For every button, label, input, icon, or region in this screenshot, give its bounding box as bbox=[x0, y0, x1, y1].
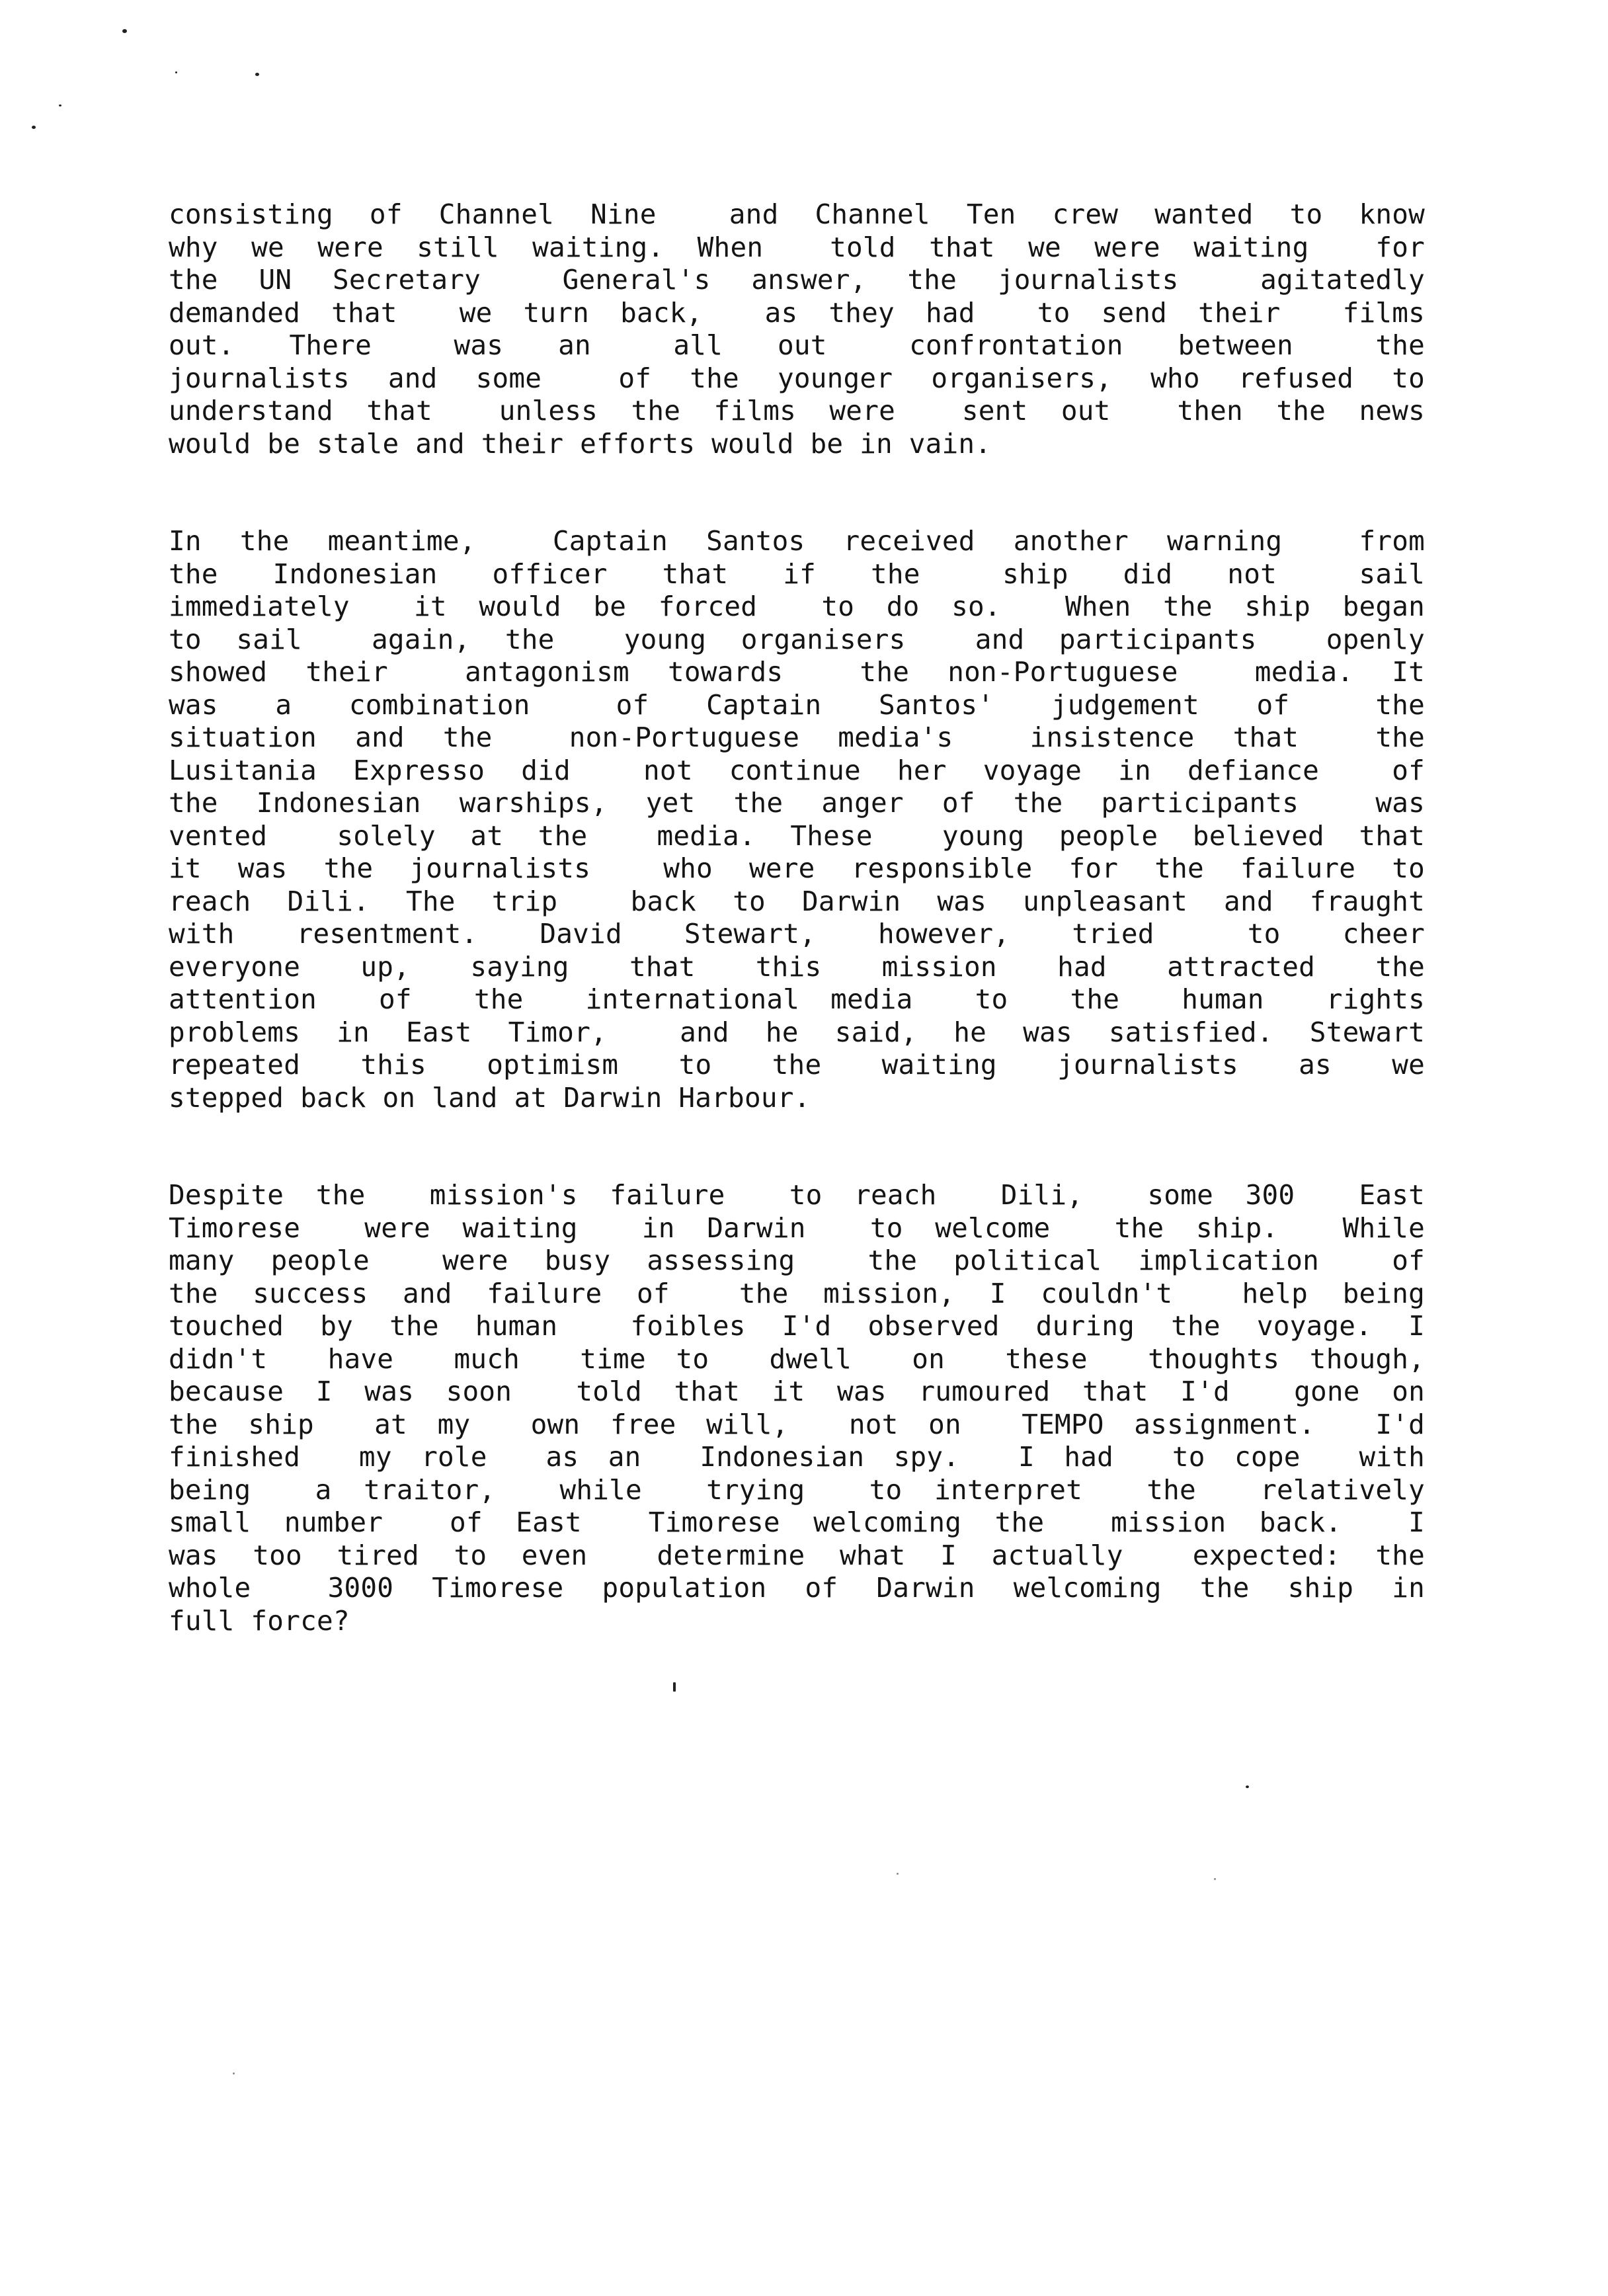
text-line: many people were busy assessing the political implication of bbox=[169, 1245, 1425, 1276]
text-line: finished my role as an Indonesian spy. I had to cope with bbox=[169, 1441, 1425, 1473]
text-line: demanded that we turn back, as they had to send their films bbox=[169, 296, 1425, 329]
text-line: would be stale and their efforts would be in vain. bbox=[169, 427, 992, 460]
text-line: it was the journalists who were responsible for the failure to bbox=[169, 852, 1425, 884]
scan-speck bbox=[122, 29, 127, 33]
text-line: attention of the international media to the human rights bbox=[169, 983, 1425, 1015]
text-line: touched by the human foibles I'd observed during the voyage. I bbox=[169, 1310, 1425, 1342]
text-line: Timorese were waiting in Darwin to welcome the ship. While bbox=[169, 1211, 1425, 1244]
text-line: showed their antagonism towards the non-Portuguese media. It bbox=[169, 656, 1425, 688]
text-line: repeated this optimism to the waiting journalists as we bbox=[169, 1049, 1425, 1081]
text-line: consisting of Channel Nine and Channel Ten crew wanted to know bbox=[169, 198, 1425, 230]
text-line: to sail again, the young organisers and participants openly bbox=[169, 623, 1425, 655]
text-line: In the meantime, Captain Santos received another warning from bbox=[169, 525, 1425, 557]
scan-speck bbox=[59, 104, 61, 106]
text-line: the success and failure of the mission, I couldn't help being bbox=[169, 1277, 1425, 1309]
text-line: stepped back on land at Darwin Harbour. bbox=[169, 1081, 811, 1114]
scan-speck bbox=[1214, 1878, 1216, 1880]
scan-speck bbox=[1246, 1785, 1249, 1788]
paragraph-2 bbox=[169, 525, 1425, 1114]
text-line: journalists and some of the younger organisers, who refused to bbox=[169, 362, 1425, 394]
text-line: immediately it would be forced to do so. When the ship began bbox=[169, 591, 1425, 622]
text-line: why we were still waiting. When told that we were waiting for bbox=[169, 231, 1425, 263]
text-line: because I was soon told that it was rumoured that I'd gone on bbox=[169, 1375, 1425, 1407]
text-line: the ship at my own free will, not on TEMPO assignment. I'd bbox=[169, 1408, 1425, 1440]
text-line: situation and the non-Portuguese media's insistence that the bbox=[169, 721, 1425, 753]
text-line: everyone up, saying that this mission had attracted the bbox=[169, 950, 1425, 983]
text-line: didn't have much time to dwell on these thoughts though, bbox=[169, 1342, 1425, 1375]
text-line: understand that unless the films were sent out then the news bbox=[169, 395, 1425, 427]
paragraph-3 bbox=[169, 1179, 1425, 1637]
text-line: being a traitor, while trying to interpret the relatively bbox=[169, 1473, 1425, 1506]
scan-speck bbox=[233, 2072, 235, 2074]
text-line: out. There was an all out confrontation between the bbox=[169, 329, 1425, 361]
document-body bbox=[169, 198, 1425, 1702]
text-line: the Indonesian officer that if the ship did not sail bbox=[169, 557, 1425, 590]
text-line: with resentment. David Stewart, however, tried to cheer bbox=[169, 918, 1425, 950]
text-line: Despite the mission's failure to reach Dili, some 300 East bbox=[169, 1179, 1425, 1211]
scan-speck bbox=[897, 1873, 899, 1875]
text-line: was a combination of Captain Santos' judgement of the bbox=[169, 688, 1425, 721]
text-line: whole 3000 Timorese population of Darwin welcoming the ship in bbox=[169, 1572, 1425, 1604]
text-line: was too tired to even determine what I actually expected: the bbox=[169, 1539, 1425, 1571]
text-line: the Indonesian warships, yet the anger of the participants was bbox=[169, 787, 1425, 819]
text-line: small number of East Timorese welcoming the mission back. I bbox=[169, 1506, 1425, 1538]
text-line: vented solely at the media. These young people believed that bbox=[169, 819, 1425, 852]
paragraph-1 bbox=[169, 198, 1425, 460]
text-line: the UN Secretary General's answer, the journalists agitatedly bbox=[169, 264, 1425, 296]
text-line: full force? bbox=[169, 1604, 350, 1637]
text-line: problems in East Timor, and he said, he was satisfied. Stewart bbox=[169, 1016, 1425, 1048]
scan-speck bbox=[255, 73, 259, 76]
scan-speck bbox=[175, 71, 177, 73]
text-line: Lusitania Expresso did not continue her voyage in defiance of bbox=[169, 754, 1425, 786]
scan-speck bbox=[32, 126, 36, 129]
text-line: reach Dili. The trip back to Darwin was unpleasant and fraught bbox=[169, 885, 1425, 917]
